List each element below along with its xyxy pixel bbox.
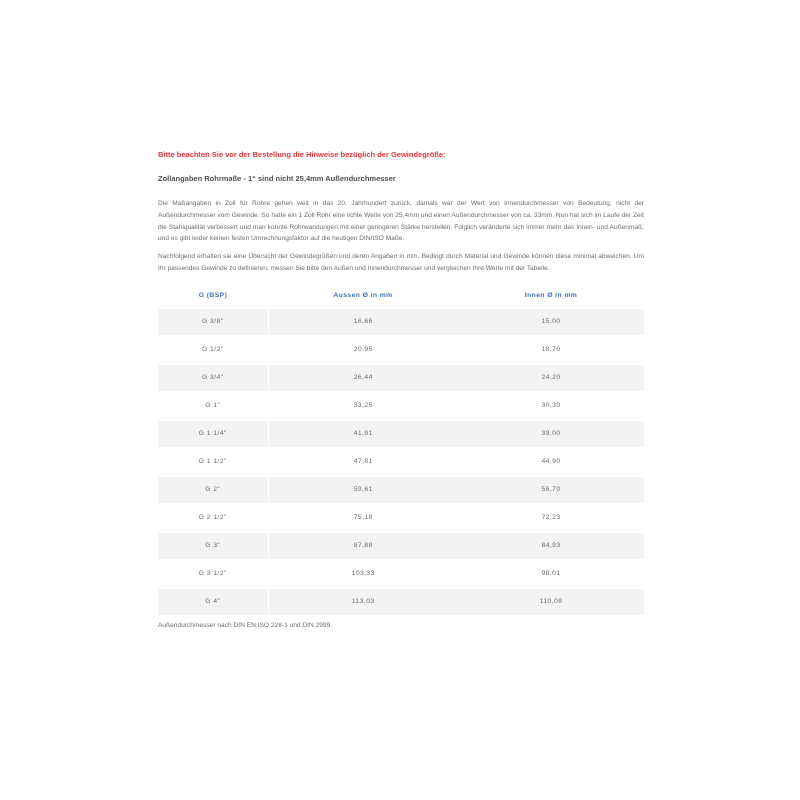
cell-outer-diameter: 75,18	[268, 505, 458, 531]
cell-inner-diameter: 44,90	[458, 449, 644, 475]
intro-paragraph: Die Maßangaben in Zoll für Rohre gehen weit in das 20. Jahrhundert zurück, damals war der Wert von Innendurchmesser von Bedeutung, nicht der Außendurchmesser vom Gewinde. So hatte ein 1 Zoll Rohr eine lichte Weite von 25,4mm und einen Außendurchmesser von ca. 33mm. Nun hat sich im Laufe der Zeit die Stahlqualität verbessert und man konnte Rohrwandungen mit einer geringeren Stärke herstellen. Folglich veränderte sich immer mehr das Innen- und Außenmaß, und es gibt leider keinen festen Umrechnungsfaktor auf die heutigen DIN/ISO Maße.	[158, 200, 644, 243]
table-row	[158, 561, 644, 587]
cell-inner-diameter: 84,93	[458, 533, 644, 559]
cell-inner-diameter: 15,00	[458, 309, 644, 335]
table-row	[158, 393, 644, 419]
cell-outer-diameter: 20,95	[268, 337, 458, 363]
table-row	[158, 533, 644, 559]
cell-outer-diameter: 41,91	[268, 421, 458, 447]
table-row	[158, 421, 644, 447]
order-warning: Bitte beachten Sie vor der Bestellung die Hinweise bezüglich der Gewindegröße:	[158, 150, 446, 159]
cell-inner-diameter: 24,20	[458, 365, 644, 391]
footnote: Außendurchmesser nach DIN EN ISO 228-1 und DIN 2999.	[158, 621, 333, 629]
table-row	[158, 505, 644, 531]
thread-size-table	[158, 285, 644, 615]
table-row	[158, 309, 644, 335]
overview-paragraph: Nachfolgend erhalten sie eine Übersicht der Gewindegrößen und deren Angaben in mm. Bedingt durch Material und Gewinde können diese minimal abweichen. Um Ihr passendes Gewinde zu definieren, messen Sie bitte den Außen und Innendurchmesser und vergleichen Ihre Werte mit der Tabelle.	[158, 253, 644, 272]
content-area	[158, 150, 644, 637]
cell-inner-diameter: 30,30	[458, 393, 644, 419]
cell-inner-diameter: 98,01	[458, 561, 644, 587]
cell-outer-diameter: 16,66	[268, 309, 458, 335]
cell-thread-size: G 2"	[158, 477, 268, 503]
cell-inner-diameter: 72,23	[458, 505, 644, 531]
cell-thread-size: G 4"	[158, 589, 268, 615]
cell-thread-size: G 1/2"	[158, 337, 268, 363]
cell-thread-size: G 1"	[158, 393, 268, 419]
cell-inner-diameter: 110,08	[458, 589, 644, 615]
column-header-size: G (BSP)	[198, 292, 228, 300]
cell-outer-diameter: 33,25	[268, 393, 458, 419]
cell-thread-size: G 3"	[158, 533, 268, 559]
table-row	[158, 477, 644, 503]
cell-inner-diameter: 56,70	[458, 477, 644, 503]
cell-thread-size: G 1 1/4"	[158, 421, 268, 447]
cell-outer-diameter: 47,81	[268, 449, 458, 475]
cell-thread-size: G 3/8"	[158, 309, 268, 335]
table-header-row	[158, 285, 644, 307]
cell-outer-diameter: 103,33	[268, 561, 458, 587]
table-body	[158, 307, 644, 615]
cell-thread-size: G 1 1/2"	[158, 449, 268, 475]
cell-thread-size: G 3 1/2"	[158, 561, 268, 587]
table-row	[158, 589, 644, 615]
column-header-outer-diameter: Aussen Ø in mm	[333, 292, 393, 300]
section-heading: Zollangaben Rohrmaße - 1“ sind nicht 25,4mm Außendurchmesser	[158, 174, 396, 183]
table-row	[158, 449, 644, 475]
cell-inner-diameter: 18,70	[458, 337, 644, 363]
cell-thread-size: G 2 1/2"	[158, 505, 268, 531]
cell-outer-diameter: 87,88	[268, 533, 458, 559]
table-row	[158, 337, 644, 363]
cell-inner-diameter: 39,00	[458, 421, 644, 447]
cell-thread-size: G 3/4"	[158, 365, 268, 391]
cell-outer-diameter: 59,61	[268, 477, 458, 503]
cell-outer-diameter: 26,44	[268, 365, 458, 391]
column-header-inner-diameter: Innen Ø in mm	[524, 292, 578, 300]
table-row	[158, 365, 644, 391]
cell-outer-diameter: 113,03	[268, 589, 458, 615]
